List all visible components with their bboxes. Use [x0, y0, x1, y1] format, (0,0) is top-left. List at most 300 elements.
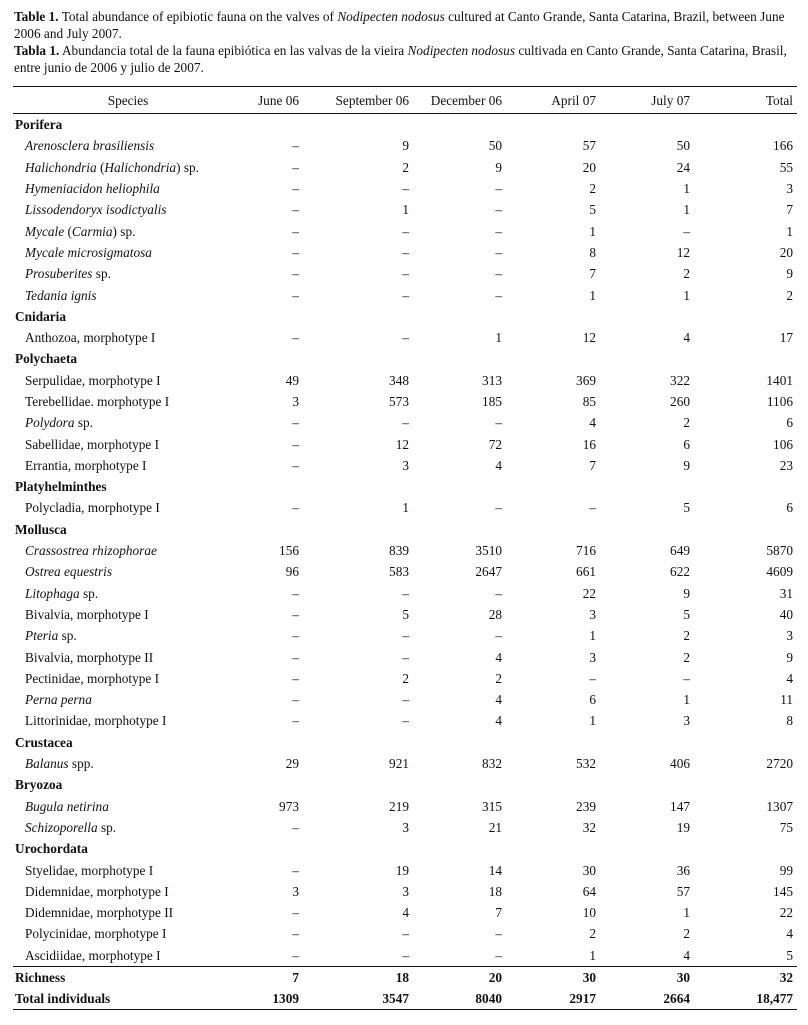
- count-cell: 4: [495, 713, 502, 729]
- table-row: [13, 433, 797, 454]
- species-name: [13, 157, 243, 178]
- species-name-part: Ostrea equestris: [25, 564, 113, 580]
- count-cell: 24: [676, 159, 690, 175]
- header-september-06: September 06: [303, 87, 413, 114]
- species-name: [13, 199, 243, 220]
- count-cell: 96: [285, 564, 299, 580]
- table-row: [13, 753, 797, 774]
- caption-es-post: cultivada en Canto Grande, Santa Catarina, Brasil, entre junio de 2006 y julio de 2007.: [14, 43, 787, 75]
- count-cell: 2: [589, 926, 596, 942]
- count-cell: –: [402, 266, 409, 282]
- species-name-part: Polycinidae, morphotype I: [25, 926, 167, 942]
- count-cell: 32: [582, 819, 596, 835]
- count-cell: –: [292, 436, 299, 452]
- species-name-part: Sabellidae, morphotype I: [25, 436, 160, 452]
- group-row: [13, 476, 797, 497]
- count-cell: 3: [786, 628, 793, 644]
- species-name-part: Prosuberites: [25, 266, 93, 282]
- table-row: [13, 135, 797, 156]
- table-row: [13, 370, 797, 391]
- count-cell: 30: [582, 862, 596, 878]
- summary-cell: 3547: [303, 988, 413, 1010]
- species-name: [13, 561, 243, 582]
- species-name-part: Serpulidae, morphotype I: [25, 372, 161, 388]
- group-name: Crustacea: [15, 734, 73, 750]
- count-cell: 29: [285, 756, 299, 772]
- count-cell: 9: [683, 457, 690, 473]
- count-cell: 8: [589, 244, 596, 260]
- count-cell: 1106: [766, 394, 793, 409]
- species-name: [13, 327, 243, 348]
- species-name: [13, 902, 243, 923]
- count-cell: –: [402, 415, 409, 431]
- summary-cell: 18,477: [694, 988, 797, 1010]
- count-cell: –: [292, 670, 299, 686]
- count-cell: 2: [683, 926, 690, 942]
- species-name: [13, 391, 243, 412]
- count-cell: 7: [589, 266, 596, 282]
- count-cell: 4: [683, 947, 690, 963]
- table-row: [13, 561, 797, 582]
- species-name-part: Lissodendoryx isodictyalis: [25, 202, 167, 218]
- count-cell: –: [292, 692, 299, 708]
- table-row: [13, 497, 797, 518]
- count-cell: 166: [773, 138, 793, 154]
- count-cell: 973: [279, 798, 299, 814]
- table-row: [13, 604, 797, 625]
- table-row: [13, 540, 797, 561]
- group-name: Platyhelminthes: [15, 479, 107, 495]
- count-cell: 369: [576, 372, 596, 388]
- caption-es-species: Nodipecten nodosus: [407, 43, 516, 58]
- caption-en-post: cultured at Canto Grande, Santa Catarina, Brazil, between June 2006 and July 2007.: [14, 9, 785, 41]
- species-name: [13, 583, 243, 604]
- table-row: [13, 817, 797, 838]
- species-name-part: Didemnidae, morphotype II: [25, 905, 174, 921]
- count-cell: –: [292, 181, 299, 197]
- summary-cell: 30: [506, 966, 600, 988]
- count-cell: 322: [670, 372, 690, 388]
- header-row: [13, 87, 797, 114]
- count-cell: 3: [402, 457, 409, 473]
- count-cell: 4609: [766, 564, 793, 580]
- species-name-part: Perna perna: [25, 692, 92, 708]
- count-cell: 19: [395, 862, 409, 878]
- count-cell: 1: [786, 223, 793, 239]
- count-cell: –: [292, 628, 299, 644]
- count-cell: 50: [676, 138, 690, 154]
- count-cell: 4: [495, 692, 502, 708]
- table-header: [13, 87, 797, 114]
- count-cell: 1: [589, 947, 596, 963]
- count-cell: 6: [786, 500, 793, 516]
- count-cell: –: [402, 628, 409, 644]
- count-cell: 1: [589, 713, 596, 729]
- summary-cell: 8040: [413, 988, 506, 1010]
- count-cell: 6: [786, 415, 793, 431]
- count-cell: –: [292, 862, 299, 878]
- count-cell: 313: [482, 372, 502, 388]
- count-cell: 7: [786, 202, 793, 218]
- summary-label: Richness: [13, 966, 243, 988]
- count-cell: –: [292, 415, 299, 431]
- table-row: [13, 625, 797, 646]
- table-row: [13, 859, 797, 880]
- count-cell: 6: [589, 692, 596, 708]
- species-name-part: Schizoporella: [25, 819, 98, 835]
- species-name-part: Bugula netirina: [25, 798, 109, 814]
- count-cell: 156: [279, 543, 299, 559]
- richness-row: [13, 966, 797, 988]
- species-name-part: Littorinidae, morphotype I: [25, 713, 167, 729]
- count-cell: 19: [676, 819, 690, 835]
- count-cell: 4: [683, 330, 690, 346]
- count-cell: 145: [773, 883, 793, 899]
- count-cell: –: [292, 223, 299, 239]
- table-row: [13, 455, 797, 476]
- count-cell: –: [402, 926, 409, 942]
- species-name-part: Terebellidae. morphotype I: [25, 394, 170, 409]
- count-cell: 1: [683, 287, 690, 303]
- count-cell: –: [292, 649, 299, 665]
- species-name: [13, 412, 243, 433]
- count-cell: 4: [495, 457, 502, 473]
- count-cell: 14: [488, 862, 502, 878]
- count-cell: 9: [786, 266, 793, 282]
- count-cell: 1: [495, 330, 502, 346]
- count-cell: 36: [676, 862, 690, 878]
- species-name: [13, 284, 243, 305]
- summary-cell: 32: [694, 966, 797, 988]
- count-cell: 50: [488, 138, 502, 154]
- count-cell: 406: [670, 756, 690, 772]
- species-name-part: Errantia, morphotype I: [25, 457, 147, 473]
- count-cell: 2: [589, 181, 596, 197]
- count-cell: 1: [402, 500, 409, 516]
- count-cell: 5: [786, 947, 793, 963]
- species-name-part: Arenosclera brasiliensis: [25, 138, 155, 154]
- species-name-part: sp.: [92, 266, 111, 282]
- count-cell: –: [495, 415, 502, 431]
- count-cell: 18: [488, 883, 502, 899]
- count-cell: 3: [292, 883, 299, 899]
- count-cell: –: [292, 819, 299, 835]
- count-cell: 1: [589, 287, 596, 303]
- species-name: [13, 710, 243, 731]
- species-name-part: (: [64, 223, 72, 239]
- count-cell: 17: [779, 330, 793, 346]
- table-row: [13, 178, 797, 199]
- table-row: [13, 689, 797, 710]
- count-cell: 5: [402, 606, 409, 622]
- species-name-part: spp.: [68, 756, 94, 772]
- count-cell: 3: [402, 883, 409, 899]
- count-cell: 2: [683, 649, 690, 665]
- count-cell: 2720: [766, 756, 793, 772]
- caption-en-label: Table 1.: [14, 9, 59, 24]
- count-cell: 3: [786, 181, 793, 197]
- count-cell: 661: [576, 564, 596, 580]
- species-name: [13, 178, 243, 199]
- count-cell: 11: [780, 692, 793, 708]
- count-cell: 2: [683, 266, 690, 282]
- species-name-part: Polydora: [25, 415, 75, 431]
- count-cell: –: [292, 266, 299, 282]
- species-name-part: Styelidae, morphotype I: [25, 862, 154, 878]
- table-row: [13, 327, 797, 348]
- count-cell: 3: [589, 606, 596, 622]
- species-name: [13, 604, 243, 625]
- count-cell: 583: [389, 564, 409, 580]
- species-name: [13, 135, 243, 156]
- species-name-part: Anthozoa, morphotype I: [25, 330, 156, 346]
- count-cell: 3: [402, 819, 409, 835]
- count-cell: –: [495, 287, 502, 303]
- count-cell: –: [292, 905, 299, 921]
- count-cell: 7: [589, 457, 596, 473]
- count-cell: –: [495, 266, 502, 282]
- group-name: Porifera: [15, 117, 63, 133]
- count-cell: 1: [683, 692, 690, 708]
- count-cell: –: [402, 287, 409, 303]
- species-name-part: Carmia: [71, 223, 113, 239]
- caption-es-label: Tabla 1.: [14, 43, 60, 58]
- species-name-part: Pectinidae, morphotype I: [25, 670, 160, 686]
- count-cell: 9: [495, 159, 502, 175]
- count-cell: 1: [589, 628, 596, 644]
- count-cell: 5870: [766, 543, 793, 559]
- species-name-part: (: [96, 159, 105, 175]
- header-june-06: June 06: [243, 87, 303, 114]
- count-cell: –: [495, 947, 502, 963]
- species-name: [13, 859, 243, 880]
- group-row: [13, 306, 797, 327]
- count-cell: –: [402, 181, 409, 197]
- group-row: [13, 519, 797, 540]
- summary-label: Total individuals: [13, 988, 243, 1010]
- count-cell: –: [495, 181, 502, 197]
- count-cell: 75: [779, 819, 793, 835]
- count-cell: –: [292, 947, 299, 963]
- species-name-part: Polycladia, morphotype I: [25, 500, 160, 516]
- count-cell: 22: [582, 585, 596, 601]
- count-cell: 832: [482, 756, 502, 772]
- caption-es-pre: Abundancia total de la fauna epibiótica en las valvas de la vieira: [61, 43, 405, 58]
- count-cell: 2: [402, 159, 409, 175]
- table-row: [13, 668, 797, 689]
- species-name: [13, 455, 243, 476]
- count-cell: 9: [683, 585, 690, 601]
- count-cell: 28: [488, 606, 502, 622]
- count-cell: 315: [482, 798, 502, 814]
- count-cell: –: [495, 585, 502, 601]
- group-row: [13, 732, 797, 753]
- count-cell: –: [292, 138, 299, 154]
- count-cell: 622: [670, 564, 690, 580]
- count-cell: 219: [389, 798, 409, 814]
- count-cell: –: [402, 223, 409, 239]
- count-cell: 7: [495, 905, 502, 921]
- count-cell: 1401: [766, 372, 793, 388]
- species-name: [13, 817, 243, 838]
- species-name: [13, 625, 243, 646]
- count-cell: –: [292, 585, 299, 601]
- count-cell: –: [589, 500, 596, 516]
- summary-cell: 2664: [600, 988, 694, 1010]
- count-cell: 12: [582, 330, 596, 346]
- count-cell: 147: [670, 798, 690, 814]
- count-cell: –: [402, 244, 409, 260]
- table-row: [13, 796, 797, 817]
- group-row: [13, 774, 797, 795]
- table-row: [13, 412, 797, 433]
- count-cell: 921: [389, 756, 409, 772]
- table-row: [13, 242, 797, 263]
- group-row: [13, 114, 797, 136]
- total-individuals-row: [13, 988, 797, 1010]
- table-row: [13, 391, 797, 412]
- count-cell: –: [495, 202, 502, 218]
- caption-spanish: [14, 42, 800, 76]
- count-cell: 31: [779, 585, 793, 601]
- count-cell: 532: [576, 756, 596, 772]
- count-cell: 72: [488, 436, 502, 452]
- count-cell: 1: [589, 223, 596, 239]
- table-caption: [14, 8, 800, 76]
- table-row: [13, 199, 797, 220]
- count-cell: 4: [402, 905, 409, 921]
- species-name-part: Litophaga: [25, 585, 80, 601]
- species-name: [13, 220, 243, 241]
- caption-en-pre: Total abundance of epibiotic fauna on the valves of: [61, 9, 334, 24]
- count-cell: –: [292, 500, 299, 516]
- species-name: [13, 646, 243, 667]
- summary-cell: 2917: [506, 988, 600, 1010]
- species-name: [13, 242, 243, 263]
- group-name: Cnidaria: [15, 308, 66, 324]
- count-cell: –: [402, 692, 409, 708]
- summary-cell: 1309: [243, 988, 303, 1010]
- table-row: [13, 284, 797, 305]
- species-name-part: sp.: [97, 819, 117, 835]
- count-cell: –: [402, 947, 409, 963]
- count-cell: –: [402, 330, 409, 346]
- count-cell: –: [589, 670, 596, 686]
- count-cell: 3510: [475, 543, 502, 559]
- summary-cell: 20: [413, 966, 506, 988]
- species-name-part: Ascidiidae, morphotype I: [25, 947, 161, 963]
- count-cell: –: [292, 713, 299, 729]
- table-row: [13, 881, 797, 902]
- count-cell: 5: [589, 202, 596, 218]
- species-name-part: Tedania ignis: [25, 287, 97, 303]
- caption-en-species: Nodipecten nodosus: [337, 9, 445, 24]
- count-cell: 4: [589, 415, 596, 431]
- count-cell: 5: [683, 500, 690, 516]
- table-row: [13, 220, 797, 241]
- count-cell: 64: [582, 883, 596, 899]
- species-name-part: Halichondria: [25, 159, 97, 175]
- count-cell: 1: [683, 905, 690, 921]
- count-cell: 20: [779, 244, 793, 260]
- count-cell: 5: [683, 606, 690, 622]
- group-name: Urochordata: [15, 841, 88, 857]
- group-row: [13, 838, 797, 859]
- count-cell: 4: [495, 649, 502, 665]
- count-cell: 185: [482, 394, 502, 409]
- species-name-part: Mycale: [25, 223, 65, 239]
- count-cell: 716: [576, 543, 596, 559]
- count-cell: –: [292, 457, 299, 473]
- species-name-part: sp.: [58, 628, 77, 644]
- species-name: [13, 370, 243, 391]
- count-cell: 23: [779, 457, 793, 473]
- table-row: [13, 263, 797, 284]
- species-name-part: Balanus: [25, 756, 69, 772]
- count-cell: 49: [285, 372, 299, 388]
- count-cell: –: [292, 330, 299, 346]
- count-cell: 239: [576, 798, 596, 814]
- count-cell: 2: [683, 628, 690, 644]
- count-cell: 649: [670, 543, 690, 559]
- species-name-part: sp.: [79, 585, 99, 601]
- count-cell: 2: [786, 287, 793, 303]
- species-name-part: ) sp.: [112, 223, 136, 239]
- count-cell: 55: [779, 159, 793, 175]
- species-name-part: Halichondria: [104, 159, 177, 175]
- count-cell: –: [292, 926, 299, 942]
- count-cell: 16: [582, 436, 596, 452]
- count-cell: 85: [582, 394, 596, 409]
- species-name: [13, 796, 243, 817]
- count-cell: 1307: [766, 798, 793, 814]
- summary-cell: 7: [243, 966, 303, 988]
- species-name-part: Pteria: [25, 628, 59, 644]
- count-cell: 21: [488, 819, 502, 835]
- count-cell: 10: [582, 905, 596, 921]
- count-cell: 9: [402, 138, 409, 154]
- count-cell: 3: [683, 713, 690, 729]
- count-cell: –: [495, 223, 502, 239]
- count-cell: –: [683, 223, 690, 239]
- table-row: [13, 157, 797, 178]
- count-cell: 573: [389, 394, 409, 409]
- count-cell: 57: [676, 883, 690, 899]
- species-name: [13, 753, 243, 774]
- count-cell: –: [292, 287, 299, 303]
- species-name-part: ) sp.: [176, 159, 199, 175]
- species-name: [13, 881, 243, 902]
- count-cell: 839: [389, 543, 409, 559]
- header-december-06: December 06: [413, 87, 506, 114]
- count-cell: –: [495, 628, 502, 644]
- count-cell: –: [292, 606, 299, 622]
- table-row: [13, 902, 797, 923]
- species-name: [13, 689, 243, 710]
- count-cell: 22: [779, 905, 793, 921]
- count-cell: 3: [292, 394, 299, 409]
- table-row: [13, 710, 797, 731]
- count-cell: 40: [779, 606, 793, 622]
- species-name: [13, 433, 243, 454]
- species-name-part: Bivalvia, morphotype I: [25, 606, 149, 622]
- header-april-07: April 07: [506, 87, 600, 114]
- header-total: Total: [694, 87, 797, 114]
- count-cell: 2647: [475, 564, 502, 580]
- count-cell: 2: [683, 415, 690, 431]
- count-cell: 9: [786, 649, 793, 665]
- count-cell: 1: [683, 181, 690, 197]
